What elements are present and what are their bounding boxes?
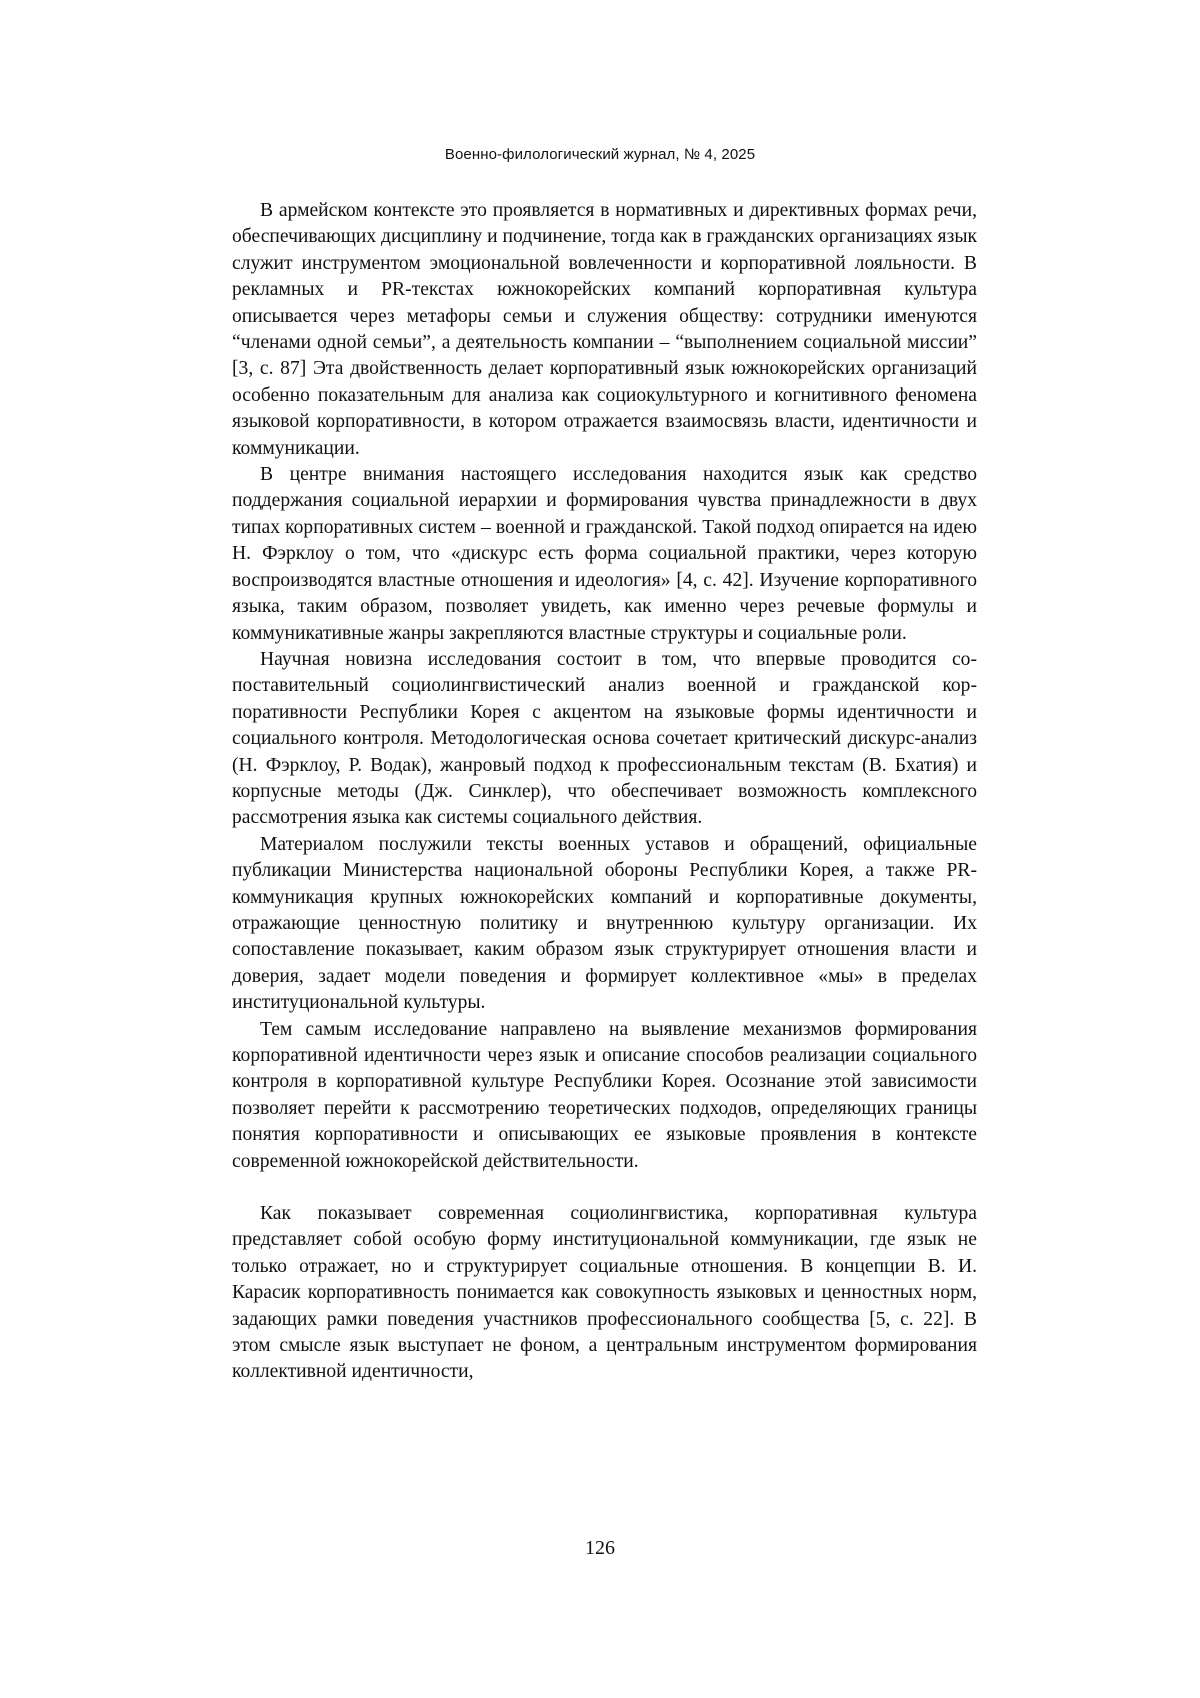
paragraph: Материалом послужили тексты военных уставов и обращений, официальные публикации Министерства национальной обороны Республики Корея, а также PR-коммуникация крупных южнокорейских компаний и корпоративные документы, отражающие ценностную политику и внутреннюю культуру организации. Их сопоставление показывает, каким образом язык структурирует отношения власти и доверия, задает модели поведения и формирует коллективное «мы» в пределах институциональной культуры. bbox=[232, 833, 977, 1014]
running-header: Военно-филологический журнал, № 4, 2025 bbox=[444, 146, 756, 163]
paragraph: Научная новизна исследования состоит в том, что впервые проводится сопоставительный социолингвистический анализ военной и гражданской корпоративности Республики Корея с акцентом на языковые формы идентичности и социального контроля. Методологическая основа сочетает критический дискурс-анализ (Н. Фэрклоу, Р. Водак), жанровый подход к профессиональным текстам (В. Бхатия) и корпусные методы (Дж. Синклер), что обеспечивает возможность комплексного рассмотрения языка как системы социального действия. bbox=[232, 648, 977, 829]
paragraph: В центре внимания настоящего исследования находится язык как средство поддержания социальной иерархии и формирования чувства принадлежности в двух типах корпоративных систем – военной и гражданской. Такой подход опирается на идею Н. Фэрклоу о том, что «дискурс есть форма социальной практики, через которую воспроизводятся властные отношения и идеология» [4, с. 42]. Изучение корпоративного языка, таким образом, позволяет увидеть, как именно через речевые формулы и коммуникативные жанры закрепляются властные структуры и социальные роли. bbox=[232, 464, 977, 644]
body-text bbox=[232, 198, 977, 1386]
paragraph: Тем самым исследование направлено на выявление механизмов формирования корпоративной идентичности через язык и описание способов реализации социального контроля в корпоративной культуре Республики Корея. Осознание этой зависимости позволяет перейти к рассмотрению теоретических подходов, определяющих границы понятия корпоративности и описывающих ее языковые проявления в контексте современной южнокорейской действительности. bbox=[232, 1018, 977, 1172]
paragraph: В армейском контексте это проявляется в нормативных и директивных формах речи, обеспечивающих дисциплину и подчинение, тогда как в гражданских организациях язык служит инструментом эмоциональной вовлеченности и корпоративной лояльности. В рекламных и PR-текстах южнокорейских компаний корпоративная культура описывается через метафоры семьи и служения обществу: сотрудники именуются “членами одной семьи”, а деятельность компании – “выполнением социальной миссии” [3, с. 87] Эта двойственность делает корпоративный язык южнокорейских организаций особенно показательным для анализа как социокультурного и когнитивного феномена языковой корпоративности, в котором отражается взаимосвязь власти, идентичности и коммуникации. bbox=[232, 200, 977, 459]
page-number: 126 bbox=[585, 1537, 615, 1559]
paragraph: Как показывает современная социолингвистика, корпоративная культура представляет собой особую форму институциональной коммуникации, где язык не только отражает, но и структурирует социальные отношения. В концепции В. И. Карасик корпоративность понимается как совокупность языковых и ценностных норм, задающих рамки поведения участников профессионального сообщества [5, с. 22]. В этом смысле язык выступает не фоном, а центральным инструментом формирования коллективной идентичности, bbox=[232, 1203, 977, 1383]
